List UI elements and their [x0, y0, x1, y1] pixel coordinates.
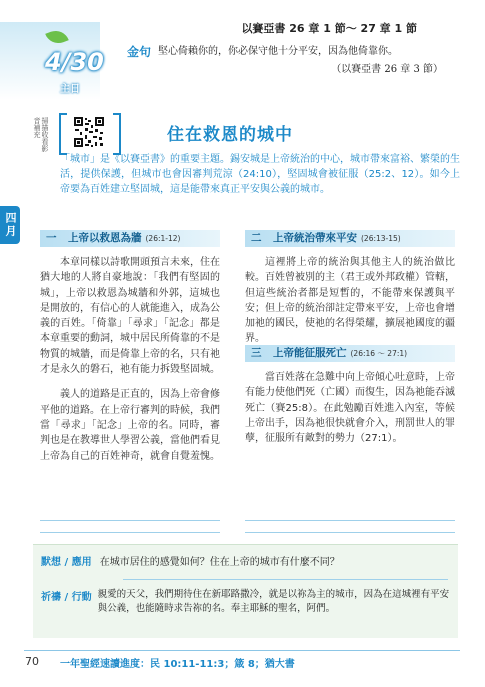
section-2-title: 上帝統治帶來平安 [273, 232, 357, 244]
meditation-label: 默想 / 應用 [41, 557, 92, 568]
section-1-paragraph-1: 本章同樣以詩歌開頭預言未來，住在猶大地的人將自豪地說：「我們有堅固的城」，上帝以救恩為城牆和外郭，這城也是開放的，有信心的人就能進入，成為公義的百姓。「倚靠」「尋求」「記念」都是本章重要的動詞，城中居民所倚靠的不是物質的城牆，而是倚靠上帝的名，只有祂才是永久的磐石，祂有能力拆毀堅固城。 [40, 257, 220, 376]
note-rule-right-2 [245, 532, 455, 533]
qr-code-icon[interactable] [73, 116, 105, 148]
section-1-ref: (26:1-12) [145, 234, 181, 243]
qr-frame[interactable] [59, 113, 121, 153]
application-box [33, 544, 458, 638]
note-rule-right-1 [245, 520, 455, 521]
section-1-title: 上帝以救恩為牆 [68, 232, 142, 244]
section-2-ref: (26:13-15) [361, 234, 401, 243]
key-verse-text: 堅心倚賴你的，你必保守他十分平安，因為他倚靠你。 [158, 46, 398, 57]
reading-plan: 一年聖經速讀進度：民 10:11-11:3；箴 8；猶大書 [60, 659, 295, 670]
section-2-paragraph-1: 這裡將上帝的統治與其他主人的統治做比較。百姓曾被別的主（君王或外邦政權）管轄，但這些統治者都是短暫的，不能帶來保護與平安；但上帝的統治卻註定帶來平安，上帝也會增加祂的國民，使祂的名得榮耀，擴展祂國度的疆界。 [245, 257, 455, 345]
section-3-ref: (26:16 ～ 27:1) [350, 349, 408, 358]
leaf-icon [45, 27, 69, 47]
bracket-right-icon [113, 113, 121, 155]
section-3 [245, 345, 455, 446]
prayer-text: 親愛的天父，我們期待住在新耶路撒冷，就是以祢為主的城市，因為在這城裡有平安與公義，也能隨時求告祢的名。奉主耶穌的聖名，阿們。 [97, 589, 450, 614]
page-number: 70 [25, 655, 39, 668]
qr-label: 掃描收看影音補充 [33, 117, 49, 152]
page-title: 住在救恩的城中 [167, 125, 293, 145]
meditation-text: 在城市居住的感覺如何？住在上帝的城市有什麼不同？ [99, 557, 340, 568]
note-rule-left-1 [40, 520, 220, 521]
reading-range: 以賽亞書 26 章 1 節～ 27 章 1 節 [241, 22, 417, 35]
prayer-row [41, 588, 453, 616]
section-1-number: 一 [46, 232, 57, 244]
month-tab: 四月 [0, 206, 20, 244]
section-1 [40, 230, 220, 464]
prayer-label: 祈禱 / 行動 [41, 592, 92, 603]
note-rule-left-2 [40, 532, 220, 533]
section-3-title: 上帝能征服死亡 [273, 347, 347, 359]
meditation-row [41, 550, 453, 569]
key-verse-ref: （以賽亞書 26 章 3 節） [331, 64, 443, 75]
intro-paragraph: 「城市」是《以賽亞書》的重要主題。錫安城是上帝統治的中心，城市帶來富裕、繁榮的生活，提供保護，但城市也會因審判荒涼（24:10），堅固城會被征服（25:2、12）。如今上帝要為百姓建立堅固城，這是能帶來真正平安與公義的城市。 [60, 154, 460, 195]
date: 4/30 [45, 48, 104, 76]
section-1-paragraph-2: 義人的道路是正直的，因為上帝會修平他的道路。在上帝行審判的時候，我們當「尋求」「記念」上帝的名。同時，審判也是在教導世人學習公義，當他們看見上帝為自己的百姓神奇，就會自覺羞愧。 [40, 389, 220, 462]
section-1-heading [40, 230, 220, 247]
footer-divider [24, 650, 460, 651]
key-verse-label: 金句 [127, 45, 152, 59]
date-badge [0, 22, 104, 100]
section-2-heading [245, 230, 455, 247]
section-2-number: 二 [251, 232, 262, 244]
bracket-left-icon [59, 113, 67, 155]
section-2 [245, 230, 455, 347]
section-3-number: 三 [251, 347, 262, 359]
section-3-heading [245, 345, 455, 362]
meditation-rule [123, 579, 448, 580]
day-of-week: 主日 [60, 84, 80, 95]
section-3-paragraph-1: 當百姓落在急難中向上帝傾心吐意時，上帝有能力使他們死（亡國）而復生，因為祂能吞滅死亡（賽25:8）。在此勉勵百姓進入內室，等候上帝出手，因為祂很快就會介入，刑罰世人的罪孽，征服所有敵對的勢力（27:1）。 [245, 372, 455, 445]
